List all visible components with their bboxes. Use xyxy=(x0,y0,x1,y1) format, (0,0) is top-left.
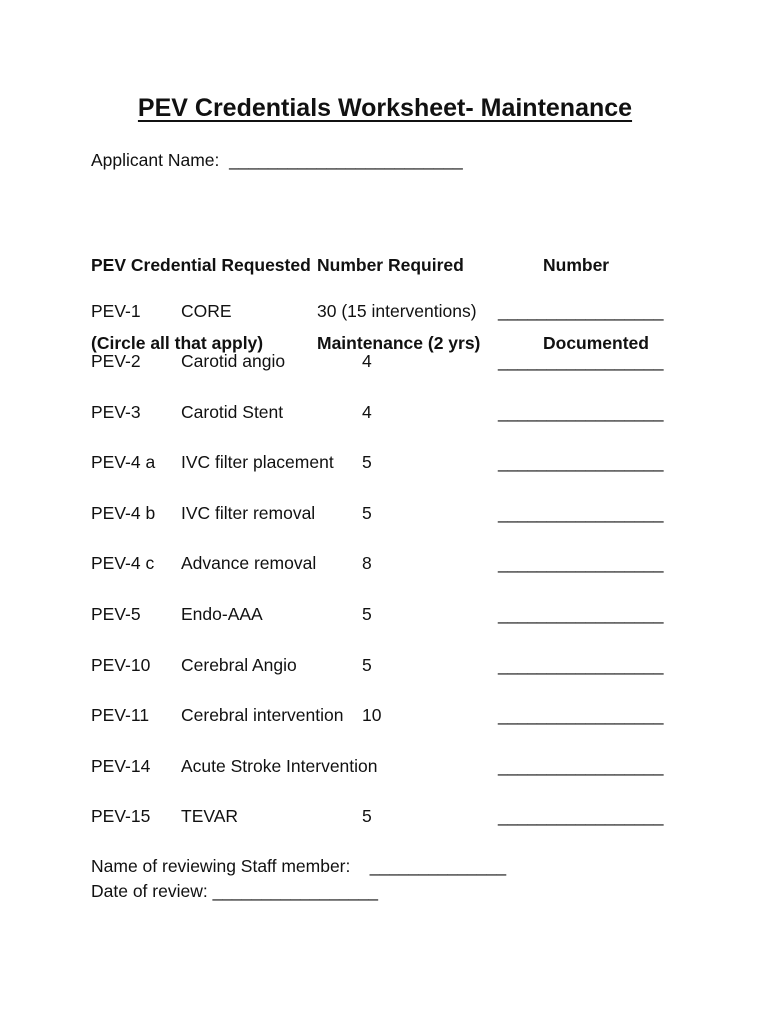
header-credential-line1: PEV Credential Requested xyxy=(91,255,311,275)
number-required: 5 xyxy=(362,604,372,624)
number-documented-blank: _________________ xyxy=(498,402,664,422)
credential-code: PEV-11 xyxy=(91,705,150,725)
number-documented-blank: _________________ xyxy=(498,806,664,826)
credential-code: PEV-1 xyxy=(91,301,141,321)
number-documented-blank: _________________ xyxy=(498,351,664,371)
table-row xyxy=(0,402,770,426)
number-documented-blank: _________________ xyxy=(498,705,664,725)
review-date-field: Date of review: _________________ xyxy=(91,881,379,901)
header-number-documented-line1: Number xyxy=(543,255,610,275)
number-documented-blank: _________________ xyxy=(498,452,664,472)
number-documented-blank: _________________ xyxy=(498,604,664,624)
table-row xyxy=(0,553,770,577)
table-row xyxy=(0,806,770,830)
applicant-name-field: Applicant Name: ________________________ xyxy=(91,150,463,170)
credential-code: PEV-4 a xyxy=(91,452,156,472)
number-required: 10 xyxy=(362,705,382,725)
header-number-required-line1: Number Required xyxy=(317,255,464,275)
credential-name: CORE xyxy=(181,301,232,321)
table-row xyxy=(0,503,770,527)
number-required: 5 xyxy=(362,655,372,675)
credential-name: TEVAR xyxy=(181,806,239,826)
number-documented-blank: _________________ xyxy=(498,655,664,675)
number-required: 5 xyxy=(362,503,372,523)
page-title: PEV Credentials Worksheet- Maintenance xyxy=(137,94,633,122)
number-documented-blank: _________________ xyxy=(498,301,664,321)
table-row xyxy=(0,301,770,325)
number-documented-blank: _________________ xyxy=(498,503,664,523)
header-credential-line2: (Circle all that apply) xyxy=(91,333,264,353)
number-required: 4 xyxy=(362,351,372,371)
credential-code: PEV-4 c xyxy=(91,553,155,573)
header-number-required-line2: Maintenance (2 yrs) xyxy=(317,333,481,353)
credential-code: PEV-15 xyxy=(91,806,151,826)
header-number-documented-line2: Documented xyxy=(543,333,649,353)
credential-code: PEV-14 xyxy=(91,756,151,776)
table-row xyxy=(0,705,770,729)
credential-name: IVC filter placement xyxy=(181,452,334,472)
table-row xyxy=(0,655,770,679)
number-required: 5 xyxy=(362,452,372,472)
number-required: 8 xyxy=(362,553,372,573)
credential-name: Cerebral intervention xyxy=(181,705,344,725)
credential-code: PEV-4 b xyxy=(91,503,156,523)
credential-name: Acute Stroke Intervention xyxy=(181,756,378,776)
credential-name: Carotid angio xyxy=(181,351,286,371)
table-row xyxy=(0,351,770,375)
table-row xyxy=(0,604,770,628)
number-required: 30 (15 interventions) xyxy=(317,301,477,321)
table-row xyxy=(0,756,770,780)
credential-name: Carotid Stent xyxy=(181,402,284,422)
credential-name: Endo-AAA xyxy=(181,604,263,624)
number-documented-blank: _________________ xyxy=(498,756,664,776)
credential-code: PEV-10 xyxy=(91,655,151,675)
number-required: 4 xyxy=(362,402,372,422)
credential-name: Advance removal xyxy=(181,553,317,573)
table-row xyxy=(0,452,770,476)
credential-code: PEV-3 xyxy=(91,402,141,422)
credential-code: PEV-5 xyxy=(91,604,141,624)
reviewer-name-field: Name of reviewing Staff member: ______________ xyxy=(91,856,507,876)
number-required: 5 xyxy=(362,806,372,826)
credential-code: PEV-2 xyxy=(91,351,141,371)
credential-name: Cerebral Angio xyxy=(181,655,297,675)
credential-name: IVC filter removal xyxy=(181,503,316,523)
number-documented-blank: _________________ xyxy=(498,553,664,573)
